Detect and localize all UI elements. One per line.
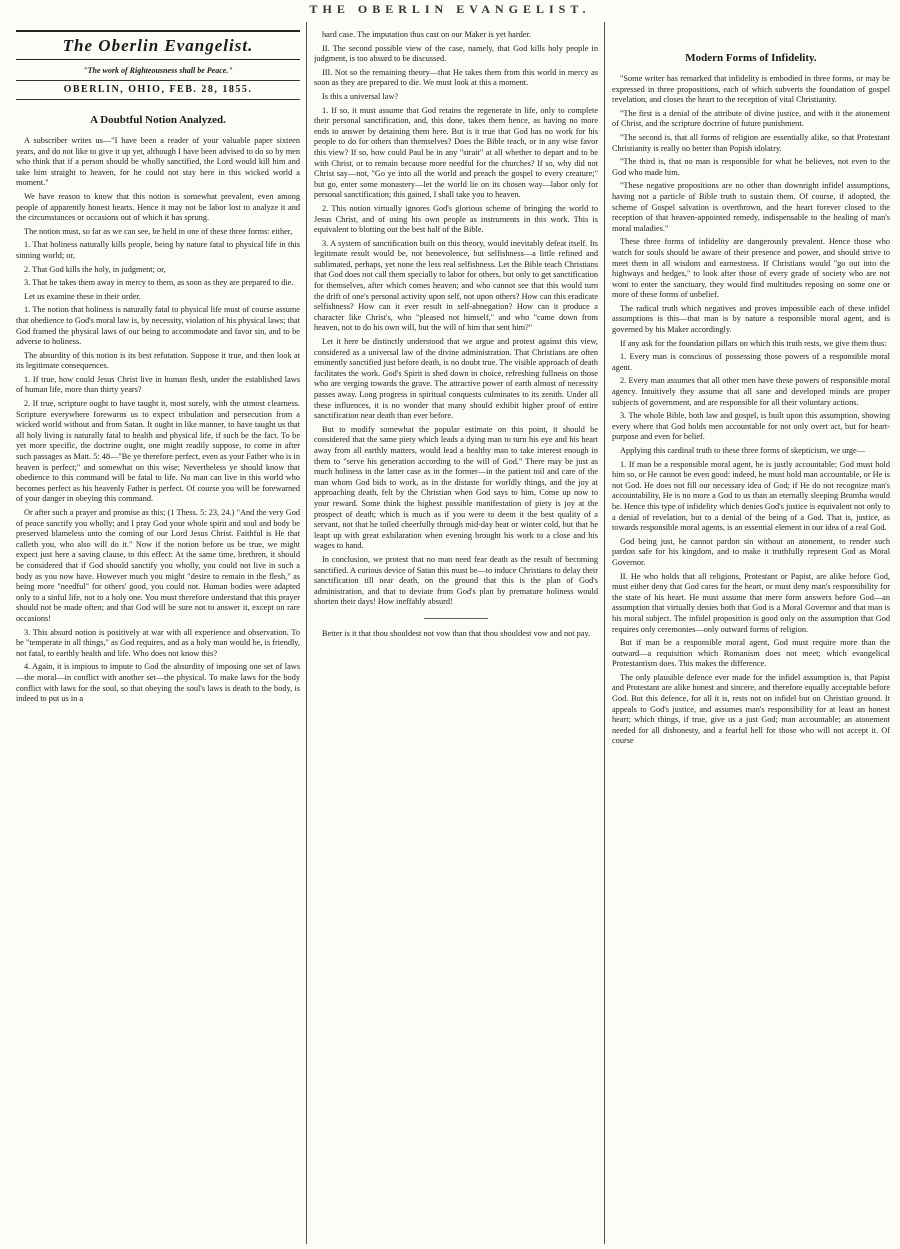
article-body (612, 74, 890, 747)
column-2 (314, 30, 598, 1242)
paragraph: If any ask for the foundation pillars on which this truth rests, we give them thus: (620, 338, 887, 348)
paragraph: 2. That God kills the holy, in judgment; or, (24, 264, 166, 274)
paragraph: 3. The whole Bible, both law and gospel, is built upon this assumption, showing every where that God holds men accountable for not only overt act, but for heart-purpose and even for belief. (612, 411, 890, 442)
article-headline: A Doubtful Notion Analyzed. (90, 114, 226, 126)
paragraph: 1. If so, it must assume that God retains the regenerate in life, only to complete their personal sanctification, and, this done, takes them hence, as having no more ends to answer by detaining them here. But is it true that God has no work for his people to do for others than themselves? Does the Bible teach, or in any wise favor this view? If so, how could Paul be in any "strait" at all whether to depart and to be with Christ, or to remain because more needful for the churches? If so, why did not Christ say—not, "Go ye into all the world and preach the gospel to every creature;" but go, enter some monastery—let the world lie on its chosen way—labor only for personal sanctification; this gained, I shall take you to heaven. (314, 105, 598, 200)
paragraph: 2. Every man assumes that all other men have these powers of responsible moral agency. Intuitively they assume that all sane and developed minds are proper subjects of government, and are responsible for all their voluntary actions. (612, 376, 890, 407)
masthead-motto: "The work of Righteousness shall be Peace." (83, 66, 233, 75)
closing-line: Better is it that thou shouldest not vow than that thou shouldest vow and not pay. (322, 628, 591, 638)
running-head: THE OBERLIN EVANGELIST. (309, 2, 591, 16)
paragraph: III. Not so the remaining theory—that He takes them from this world in mercy as soon as they are prepared to die. We must look at this a moment. (314, 67, 598, 88)
masthead-title: The Oberlin Evangelist. (16, 30, 300, 60)
paragraph: 3. A system of sanctification built on this theory, would inevitably defeat itself. Its legitimate result would be, not benevolence, but selfishness—a little refined and sublimated, perhaps, yet none the less real selfishness. Let the Bible teach Christians that God does not call them specially to labor for others, but only to get sanctification for themselves, after which comes heaven; and who cannot see that this would turn the drift of one's personal activity upon self, not upon others? How can this eradicate selfishness? How can it ever result in self-abnegation? How can it produce a character like Christ's, who "pleased not himself," and who "came down from heaven, not to do his own will, but the will of him that sent him?" (314, 238, 598, 333)
paragraph: The notion must, so far as we can see, be held in one of these three forms: either, (24, 226, 293, 236)
paragraph: 4. Again, it is impious to impute to God the absurdity of imposing one set of laws—the moral—in conflict with another set—the physical. To make laws for the body conflict with laws for the soul, so that obeying the soul's laws is death to the body, is indeed to put us in a (16, 662, 300, 704)
paragraph: "The third is, that no man is responsible for what he believes, not even to the God who made him. (612, 157, 890, 177)
article-body (16, 136, 300, 705)
paragraph: In conclusion, we protest that no man need fear death as the result of becoming sanctified. A curious device of Satan this must be—to induce Christians to delay their sanctification till near death, on the ground that this is the plan of God's administration, and that to deviate from God's plan by premature holiness would shorten their days! How ineffably absurd! (314, 554, 598, 607)
paragraph: II. He who holds that all religions, Protestant or Papist, are alike before God, must either deny that God cares for the heart, or must deny man's responsibility for the state of his heart. He must assume that mere form answers before God—an assumption that virtually denies both that God is a Moral Governor and that man is his moral subject. The infidel proposition is good only on the assumption that God requires only ceremonies—only outward forms of religion. (612, 571, 890, 634)
paragraph: 1. The notion that holiness is naturally fatal to physical life must of course assume that obedience to God's moral law is, by necessity, violation of his physical laws; that God framed the physical laws of our being to accommodate and favor sin, and to be adverse to holiness. (16, 305, 300, 347)
paragraph: "The second is, that all forms of religion are essentially alike, so that Protestant Christianity is really no better than Popish idolatry. (612, 132, 890, 153)
column-rule (604, 22, 605, 1244)
article-body-continued (314, 30, 598, 608)
paragraph: hard case. The imputation thus cast on our Maker is yet harder. (322, 30, 531, 39)
paragraph: Applying this cardinal truth to these three forms of skepticism, we urge— (620, 446, 866, 455)
paragraph: 1. That holiness naturally kills people, being by nature fatal to physical life in this sinning world; or, (16, 240, 300, 260)
paragraph: But if man be a responsible moral agent, God must require more than the outward—a requisition which Romanism does not meet; which evangelical Protestantism does. This makes the difference. (612, 638, 890, 669)
paragraph: 1. Every man is conscious of possessing those powers of a responsible moral agent. (612, 352, 890, 372)
separator-rule (424, 618, 488, 619)
paragraph: The only plausible defence ever made for the infidel assumption is, that Papist and Protestant are alike honest and sincere, and therefore equally acceptable before God. But this defence, for all it is, rests not on infidel but on Christian ground. It appeals to God's justice, and assumes man's responsibility for at least an honest heart; which things, if true, give us a just God; man accountable; an atonement needed for all dishonesty, and a fearful hell for those who will not accept it. Of course (612, 672, 890, 746)
paragraph: 3. That he takes them away in mercy to them, as soon as they are prepared to die. (24, 278, 294, 288)
column-3 (612, 30, 890, 1242)
paragraph: The absurdity of this notion is its best refutation. Suppose it true, and then look at its legitimate consequences. (16, 350, 300, 371)
paragraph: We have reason to know that this notion is somewhat prevalent, even among people of apparently honest hearts. Hence it may not be labor lost to analyze it and the circumstances or occasions out of which it has sprung. (16, 191, 300, 223)
paragraph: 1. If man be a responsible moral agent, he is justly accountable; God must hold him so, or He cannot be even good: indeed, he must hold man accountable, or He is not God. He does not fill our necessary idea of God; if He do not recognize man's accountability, He is no more a God to us than an eternally sleeping Brumha would be. Hence this type of infidelity which denies God's justice is equivalent not only to a denial of revelation, but to a denial of the being of a God. That is, justice, as towards responsible moral agents, is an essential element in our idea of a real God. (612, 459, 890, 533)
paragraph: "Some writer has remarked that infidelity is embodied in three forms, or may be expressed in three propositions, each of which subverts the foundation of gospel revelation, and closes the heart to the reception of vital Christianity. (612, 74, 890, 105)
column-1 (16, 30, 300, 1242)
paragraph: But to modify somewhat the popular estimate on this point, it should be considered that the same piety which leads a dying man to turn his eye and his heart away from all earthly matters, would lead a healthy man to take interest enough in them to "serve his generation according to the will of God." There may be just as much holiness in the latter case as in the former—in the patient toil and care of the man whom God bids to work, as in the distaste for worldly things, and the joy at approaching death, felt by the Christian when God says to him, Come up now to your reward. Some think the highest possible manifestation of piety is joy at the prospect of death; which is much as if you were to deem it the best quality of a servant, not that he toiled cheerfully through mid-day heat or winter cold, but that he leapt up with great exhilaration when evening brought his work to a close and his wages to hand. (314, 424, 598, 551)
dateline: OBERLIN, OHIO, FEB. 28, 1855. (16, 80, 300, 100)
paragraph: "These negative propositions are no other than downright infidel assumptions, having not a particle of Bible truth to sustain them. Of course, if adopted, the scheme of Gospel salvation is overthrown, and the heart forever closed to the reception of that heaven-appointed remedy, indispensable to the healing of man's moral maladies." (612, 181, 890, 233)
paragraph: 2. If true, scripture ought to have taught it, most surely, with the utmost clearness. Scripture everywhere forewarns us to expect tribulation and persecution from a wicked world without and from Satan. It ought in like manner, to have taught us that all holy living is naturally fatal to health and physical life, if such be the fact. To be yet more specific, the doctrine ought, one might readily suppose, to come in after such passages as Matt. 5: 48—"Be ye therefore perfect, even as your Father who is in heaven is perfect;" and somewhat on this wise; Nevertheless ye should know that obedience to this command will be fatal to life. No man can live in this world who becomes perfect as his heavenly Father is perfect. Of course you will be forewarned of your danger in obeying this command. (16, 399, 300, 504)
paragraph: "The first is a denial of the attribute of divine justice, and with it the atonement of Christ, and the scripture doctrine of future punishment. (612, 108, 890, 129)
column-rule (306, 22, 307, 1244)
paragraph: These three forms of infidelity are dangerously prevalent. Hence those who watch for souls should be aware of their presence and power, and should strive to meet them in all wisdom and earnestness. If Christians would "go out into the highways and hedges," to look after those of every grade of society who are not wont to enter the sanctuary, they would find multitudes reposing on some one or more of these forms of unbelief. (612, 237, 890, 300)
paragraph: Let it here be distinctly understood that we argue and protest against this view, considered as a universal law of the divine administration. That Christians are often eminently sanctified just before death, is no doubt true. The visible approach of death facilitates the work. God's Spirit is shed down in choice, refreshing fullness on those who are verging towards the grave. The attractive power of earth almost of necessity passes away. Long progress in spiritual conquests culminates to its zenith. Under all these influences, it is no wonder that many should exhibit higher proof of entire sanctification near death than ever before. (314, 337, 598, 421)
paragraph: 2. This notion virtually ignores God's glorious scheme of bringing the world to Jesus Christ, and of using his own people as instruments in this work. This is equivalent to blotting out the best half of the Bible. (314, 203, 598, 235)
paragraph: God being just, he cannot pardon sin without an atonement, to render such pardon safe for his kingdom, and to make it truthfully represent God as Moral Governor. (612, 536, 890, 567)
article-headline: Modern Forms of Infidelity. (685, 52, 817, 64)
paragraph: A subscriber writes us—"I have been a reader of your valuable paper sixteen years, and do not like to give it up yet, although I have been advised to do so by men who think that if a person should be wholly sanctified, the Lord would kill him and take him straight to heaven, for he could not stay here in this wicked world a moment." (16, 136, 300, 188)
paragraph: Let us examine these in their order. (24, 291, 141, 301)
paragraph: 1. If true, how could Jesus Christ live in human flesh, under the established laws of human life, more than thirty years? (16, 374, 300, 395)
paragraph: 3. This absurd notion is positively at war with all experience and observation. To be "temperate in all things," as God requires, and as a holy man would be, is friendly, not fatal, to earthly health and life. Who does not know this? (16, 627, 300, 658)
paragraph: II. The second possible view of the case, namely, that God kills holy people in judgment, is too absurd to be discussed. (314, 43, 598, 64)
paragraph: Is this a universal law? (322, 91, 399, 101)
paragraph: Or after such a prayer and promise as this; (1 Thess. 5: 23, 24.) "And the very God of peace sanctify you wholly; and I pray God your whole spirit and soul and body be preserved blameless unto the coming of our Lord Jesus Christ. Faithful is He that calleth you, who also will do it." Now if the notion before us be true, we might expect just here a saving clause, to this effect: At the same time, brethren, it should be considered that if God should sanctify you wholly, you could not live in such a body as you now have. However much you might "desire to remain in the flesh," as being more "needful" for others' good, you could not. Human bodies were adapted only to a sinful life, not to a holy one. You must therefore understand that this prayer should not be made often; and that God will be sure not to answer it, except on rare occasions! (16, 508, 300, 623)
paragraph: The radical truth which negatives and proves impossible each of these infidel assumptions is this—that man is by nature a responsible moral agent, and is governed by his Maker accordingly. (612, 303, 890, 335)
